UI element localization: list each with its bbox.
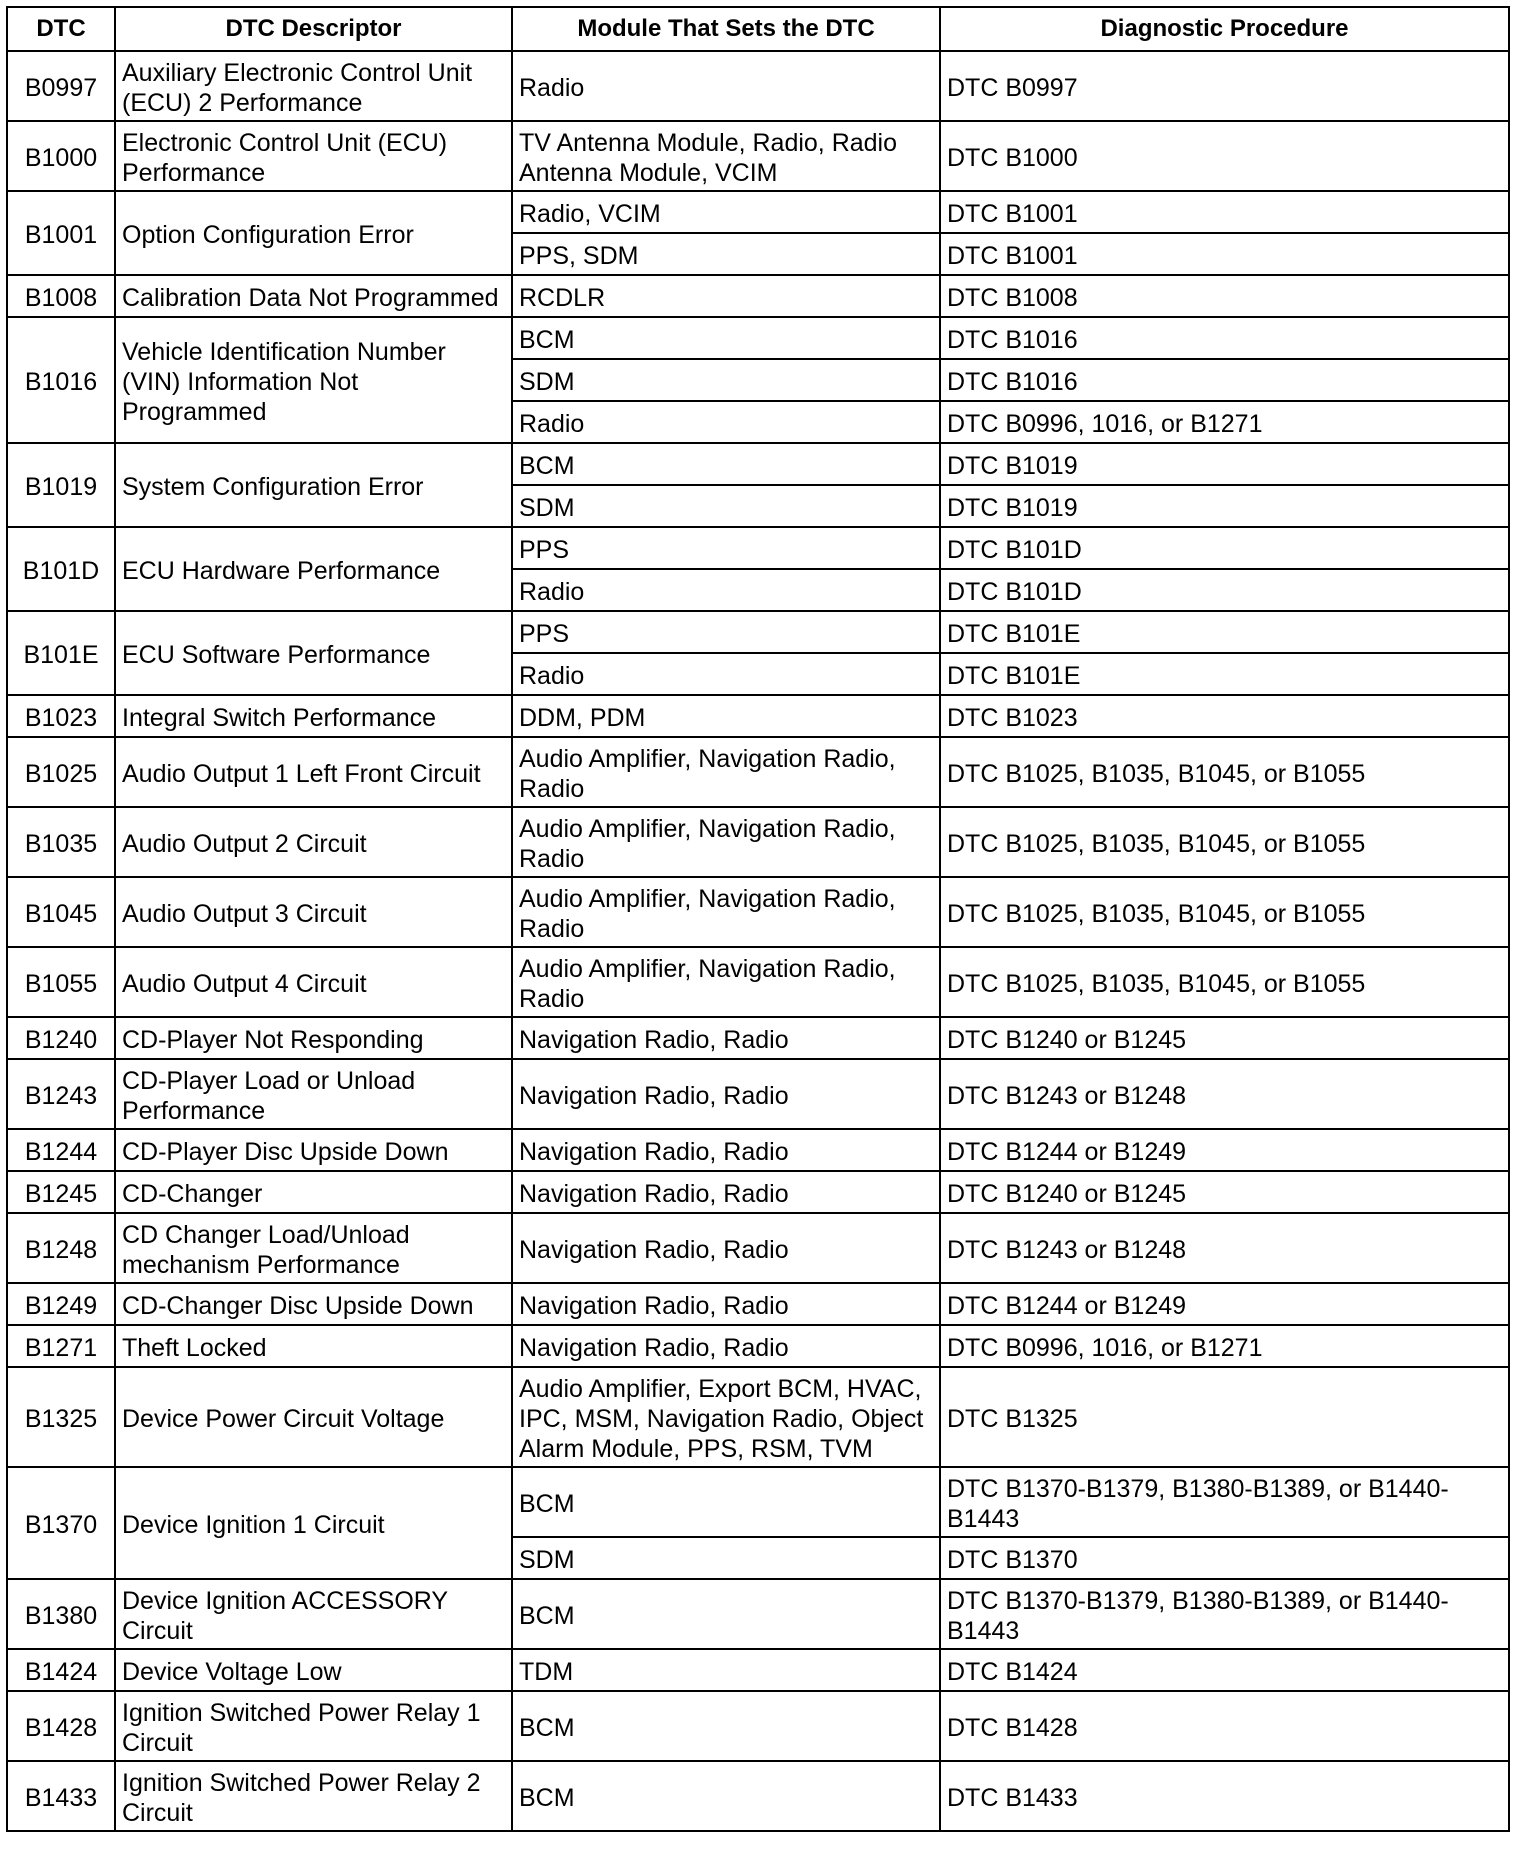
- dtc-descriptor-cell: Audio Output 2 Circuit: [115, 807, 512, 877]
- table-row: [7, 737, 1509, 807]
- dtc-code-cell: B1325: [7, 1367, 115, 1467]
- diagnostic-procedure-cell: DTC B1019: [940, 485, 1509, 527]
- module-cell: PPS: [512, 611, 940, 653]
- header-module: Module That Sets the DTC: [512, 7, 940, 51]
- diagnostic-procedure-cell: DTC B1240 or B1245: [940, 1017, 1509, 1059]
- diagnostic-procedure-cell: DTC B1008: [940, 275, 1509, 317]
- module-cell: Navigation Radio, Radio: [512, 1129, 940, 1171]
- table-row: [7, 1691, 1509, 1761]
- dtc-code-cell: B101E: [7, 611, 115, 695]
- table-row: [7, 1579, 1509, 1649]
- module-cell: BCM: [512, 1691, 940, 1761]
- header-dtc: DTC: [7, 7, 115, 51]
- module-cell: Navigation Radio, Radio: [512, 1283, 940, 1325]
- table-row: [7, 191, 1509, 233]
- dtc-code-cell: B1025: [7, 737, 115, 807]
- table-row: [7, 1367, 1509, 1467]
- diagnostic-procedure-cell: DTC B1428: [940, 1691, 1509, 1761]
- dtc-descriptor-cell: Auxiliary Electronic Control Unit (ECU) 2 Performance: [115, 51, 512, 121]
- table-row: [7, 611, 1509, 653]
- dtc-code-cell: B1035: [7, 807, 115, 877]
- dtc-code-cell: B1055: [7, 947, 115, 1017]
- header-row: [7, 7, 1509, 51]
- dtc-descriptor-cell: Vehicle Identification Number (VIN) Information Not Programmed: [115, 317, 512, 443]
- dtc-descriptor-cell: CD-Changer: [115, 1171, 512, 1213]
- dtc-descriptor-cell: Audio Output 4 Circuit: [115, 947, 512, 1017]
- diagnostic-procedure-cell: DTC B1025, B1035, B1045, or B1055: [940, 807, 1509, 877]
- dtc-descriptor-cell: Audio Output 1 Left Front Circuit: [115, 737, 512, 807]
- diagnostic-procedure-cell: DTC B1244 or B1249: [940, 1283, 1509, 1325]
- dtc-code-cell: B1001: [7, 191, 115, 275]
- module-cell: Navigation Radio, Radio: [512, 1171, 940, 1213]
- table-row: [7, 947, 1509, 1017]
- dtc-descriptor-cell: CD-Player Load or Unload Performance: [115, 1059, 512, 1129]
- module-cell: BCM: [512, 443, 940, 485]
- table-row: [7, 275, 1509, 317]
- diagnostic-procedure-cell: DTC B0996, 1016, or B1271: [940, 401, 1509, 443]
- table-row: [7, 1171, 1509, 1213]
- module-cell: Radio: [512, 653, 940, 695]
- table-row: [7, 1761, 1509, 1831]
- dtc-descriptor-cell: Integral Switch Performance: [115, 695, 512, 737]
- dtc-code-cell: B1271: [7, 1325, 115, 1367]
- diagnostic-procedure-cell: DTC B1025, B1035, B1045, or B1055: [940, 947, 1509, 1017]
- module-cell: BCM: [512, 1467, 940, 1537]
- module-cell: Navigation Radio, Radio: [512, 1059, 940, 1129]
- module-cell: SDM: [512, 485, 940, 527]
- dtc-descriptor-cell: CD-Player Disc Upside Down: [115, 1129, 512, 1171]
- module-cell: TV Antenna Module, Radio, Radio Antenna Module, VCIM: [512, 121, 940, 191]
- dtc-code-cell: B1248: [7, 1213, 115, 1283]
- diagnostic-procedure-cell: DTC B1016: [940, 317, 1509, 359]
- table-row: [7, 695, 1509, 737]
- diagnostic-procedure-cell: DTC B1001: [940, 191, 1509, 233]
- dtc-descriptor-cell: Device Ignition 1 Circuit: [115, 1467, 512, 1579]
- diagnostic-procedure-cell: DTC B1025, B1035, B1045, or B1055: [940, 877, 1509, 947]
- dtc-descriptor-cell: Electronic Control Unit (ECU) Performance: [115, 121, 512, 191]
- module-cell: Radio: [512, 401, 940, 443]
- module-cell: Navigation Radio, Radio: [512, 1017, 940, 1059]
- dtc-descriptor-cell: ECU Software Performance: [115, 611, 512, 695]
- module-cell: Audio Amplifier, Navigation Radio, Radio: [512, 947, 940, 1017]
- table-row: [7, 877, 1509, 947]
- table-body: [7, 51, 1509, 1831]
- table-row: [7, 1017, 1509, 1059]
- dtc-code-cell: B1433: [7, 1761, 115, 1831]
- diagnostic-procedure-cell: DTC B0996, 1016, or B1271: [940, 1325, 1509, 1367]
- diagnostic-procedure-cell: DTC B1001: [940, 233, 1509, 275]
- dtc-descriptor-cell: Device Voltage Low: [115, 1649, 512, 1691]
- module-cell: BCM: [512, 1761, 940, 1831]
- dtc-descriptor-cell: Option Configuration Error: [115, 191, 512, 275]
- dtc-descriptor-cell: CD Changer Load/Unload mechanism Performance: [115, 1213, 512, 1283]
- diagnostic-procedure-cell: DTC B101E: [940, 611, 1509, 653]
- table-row: [7, 317, 1509, 359]
- diagnostic-procedure-cell: DTC B0997: [940, 51, 1509, 121]
- module-cell: Navigation Radio, Radio: [512, 1213, 940, 1283]
- diagnostic-procedure-cell: DTC B1023: [940, 695, 1509, 737]
- module-cell: Audio Amplifier, Navigation Radio, Radio: [512, 737, 940, 807]
- diagnostic-procedure-cell: DTC B1016: [940, 359, 1509, 401]
- diagnostic-procedure-cell: DTC B1019: [940, 443, 1509, 485]
- dtc-code-cell: B1380: [7, 1579, 115, 1649]
- header-dtc-descriptor: DTC Descriptor: [115, 7, 512, 51]
- diagnostic-procedure-cell: DTC B1000: [940, 121, 1509, 191]
- table-row: [7, 1325, 1509, 1367]
- table-row: [7, 51, 1509, 121]
- dtc-descriptor-cell: Ignition Switched Power Relay 1 Circuit: [115, 1691, 512, 1761]
- diagnostic-procedure-cell: DTC B1424: [940, 1649, 1509, 1691]
- dtc-code-cell: B1244: [7, 1129, 115, 1171]
- table-row: [7, 1649, 1509, 1691]
- dtc-code-cell: B1023: [7, 695, 115, 737]
- table-row: [7, 1283, 1509, 1325]
- dtc-code-cell: B1045: [7, 877, 115, 947]
- dtc-code-cell: B101D: [7, 527, 115, 611]
- diagnostic-procedure-cell: DTC B1025, B1035, B1045, or B1055: [940, 737, 1509, 807]
- dtc-descriptor-cell: CD-Changer Disc Upside Down: [115, 1283, 512, 1325]
- table-header: [7, 7, 1509, 51]
- module-cell: Audio Amplifier, Navigation Radio, Radio: [512, 807, 940, 877]
- module-cell: Audio Amplifier, Navigation Radio, Radio: [512, 877, 940, 947]
- diagnostic-procedure-cell: DTC B1240 or B1245: [940, 1171, 1509, 1213]
- module-cell: SDM: [512, 359, 940, 401]
- diagnostic-procedure-cell: DTC B1244 or B1249: [940, 1129, 1509, 1171]
- diagnostic-procedure-cell: DTC B1325: [940, 1367, 1509, 1467]
- dtc-descriptor-cell: Calibration Data Not Programmed: [115, 275, 512, 317]
- diagnostic-procedure-cell: DTC B1370: [940, 1537, 1509, 1579]
- dtc-table: [6, 6, 1510, 1832]
- dtc-code-cell: B1428: [7, 1691, 115, 1761]
- dtc-code-cell: B1008: [7, 275, 115, 317]
- table-row: [7, 1129, 1509, 1171]
- diagnostic-procedure-cell: DTC B1243 or B1248: [940, 1059, 1509, 1129]
- module-cell: Navigation Radio, Radio: [512, 1325, 940, 1367]
- diagnostic-procedure-cell: DTC B101D: [940, 569, 1509, 611]
- dtc-descriptor-cell: Device Power Circuit Voltage: [115, 1367, 512, 1467]
- module-cell: SDM: [512, 1537, 940, 1579]
- dtc-code-cell: B1243: [7, 1059, 115, 1129]
- dtc-descriptor-cell: ECU Hardware Performance: [115, 527, 512, 611]
- dtc-code-cell: B1424: [7, 1649, 115, 1691]
- dtc-code-cell: B1370: [7, 1467, 115, 1579]
- dtc-code-cell: B1000: [7, 121, 115, 191]
- table-row: [7, 1059, 1509, 1129]
- diagnostic-procedure-cell: DTC B101E: [940, 653, 1509, 695]
- diagnostic-procedure-cell: DTC B1243 or B1248: [940, 1213, 1509, 1283]
- dtc-descriptor-cell: System Configuration Error: [115, 443, 512, 527]
- module-cell: TDM: [512, 1649, 940, 1691]
- diagnostic-procedure-cell: DTC B1370-B1379, B1380-B1389, or B1440-B1443: [940, 1579, 1509, 1649]
- diagnostic-procedure-cell: DTC B1433: [940, 1761, 1509, 1831]
- dtc-descriptor-cell: Theft Locked: [115, 1325, 512, 1367]
- diagnostic-procedure-cell: DTC B101D: [940, 527, 1509, 569]
- dtc-descriptor-cell: Device Ignition ACCESSORY Circuit: [115, 1579, 512, 1649]
- module-cell: DDM, PDM: [512, 695, 940, 737]
- dtc-code-cell: B0997: [7, 51, 115, 121]
- header-diagnostic-procedure: Diagnostic Procedure: [940, 7, 1509, 51]
- dtc-descriptor-cell: Audio Output 3 Circuit: [115, 877, 512, 947]
- table-row: [7, 527, 1509, 569]
- table-row: [7, 443, 1509, 485]
- dtc-code-cell: B1240: [7, 1017, 115, 1059]
- module-cell: Radio: [512, 51, 940, 121]
- table-row: [7, 1467, 1509, 1537]
- module-cell: Radio: [512, 569, 940, 611]
- module-cell: BCM: [512, 1579, 940, 1649]
- dtc-descriptor-cell: CD-Player Not Responding: [115, 1017, 512, 1059]
- dtc-code-cell: B1016: [7, 317, 115, 443]
- table-row: [7, 121, 1509, 191]
- module-cell: BCM: [512, 317, 940, 359]
- table-row: [7, 807, 1509, 877]
- dtc-code-cell: B1019: [7, 443, 115, 527]
- module-cell: RCDLR: [512, 275, 940, 317]
- module-cell: Radio, VCIM: [512, 191, 940, 233]
- module-cell: PPS, SDM: [512, 233, 940, 275]
- module-cell: PPS: [512, 527, 940, 569]
- dtc-code-cell: B1245: [7, 1171, 115, 1213]
- module-cell: Audio Amplifier, Export BCM, HVAC, IPC, MSM, Navigation Radio, Object Alarm Module, PPS, RSM, TVM: [512, 1367, 940, 1467]
- diagnostic-procedure-cell: DTC B1370-B1379, B1380-B1389, or B1440-B1443: [940, 1467, 1509, 1537]
- dtc-descriptor-cell: Ignition Switched Power Relay 2 Circuit: [115, 1761, 512, 1831]
- dtc-code-cell: B1249: [7, 1283, 115, 1325]
- table-row: [7, 1213, 1509, 1283]
